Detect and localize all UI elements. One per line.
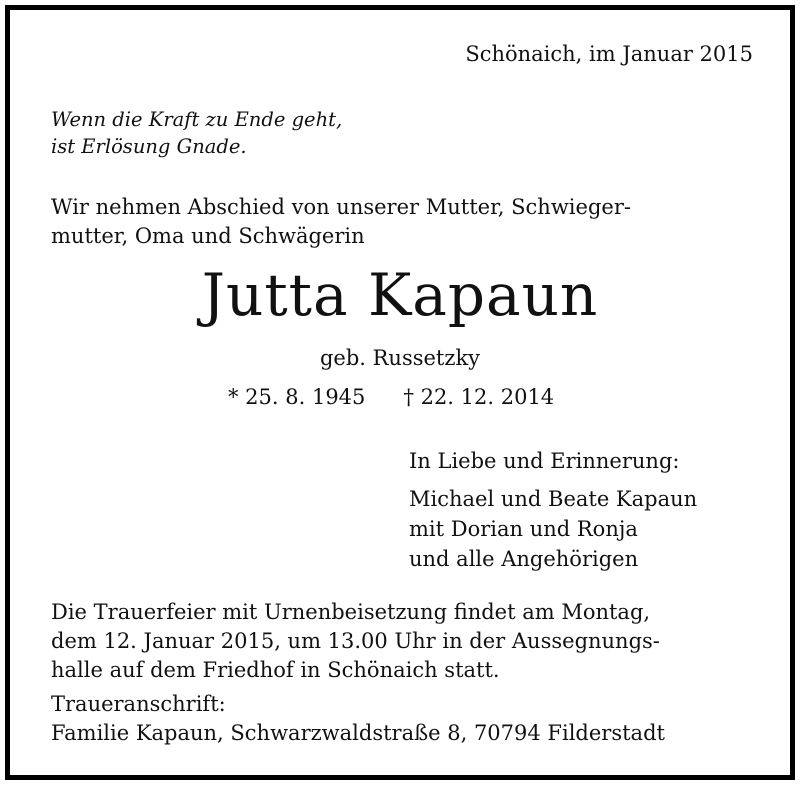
ceremony-info [51,598,660,685]
intro-line-2: mutter, Oma und Schwägerin [51,224,365,248]
mourners [409,446,697,574]
birth-name: geb. Russetzky [319,346,481,370]
quote-line-1: Wenn die Kraft zu Ende geht, [51,108,343,131]
place-and-date: Schönaich, im Januar 2015 [465,42,753,66]
obituary-notice [10,10,790,775]
ceremony-line-3: halle auf dem Friedhof in Schönaich statt. [51,658,500,682]
obituary-border [5,5,795,780]
mourning-address [51,690,665,748]
quote-line-2: ist Erlösung Gnade. [51,135,247,158]
ceremony-line-2: dem 12. Januar 2015, um 13.00 Uhr in der Aussegnungs- [51,629,660,653]
intro-line-1: Wir nehmen Abschied von unserer Mutter, Schwieger- [51,195,631,219]
ceremony-line-1: Die Trauerfeier mit Urnenbeisetzung findet am Montag, [51,600,651,624]
life-dates [228,385,554,409]
mourners-line-3: und alle Angehörigen [409,547,639,571]
address-value: Familie Kapaun, Schwarzwaldstraße 8, 70794 Filderstadt [51,721,665,745]
mourners-heading: In Liebe und Erinnerung: [409,449,680,473]
death-date: † 22. 12. 2014 [403,385,555,409]
mourners-line-2: mit Dorian und Ronja [409,517,638,541]
birth-date: * 25. 8. 1945 [228,385,366,409]
intro-text [51,193,749,251]
quote [51,106,342,160]
mourners-line-1: Michael und Beate Kapaun [409,487,698,511]
deceased-name: Jutta Kapaun [201,261,599,329]
address-label: Traueranschrift: [51,692,226,716]
